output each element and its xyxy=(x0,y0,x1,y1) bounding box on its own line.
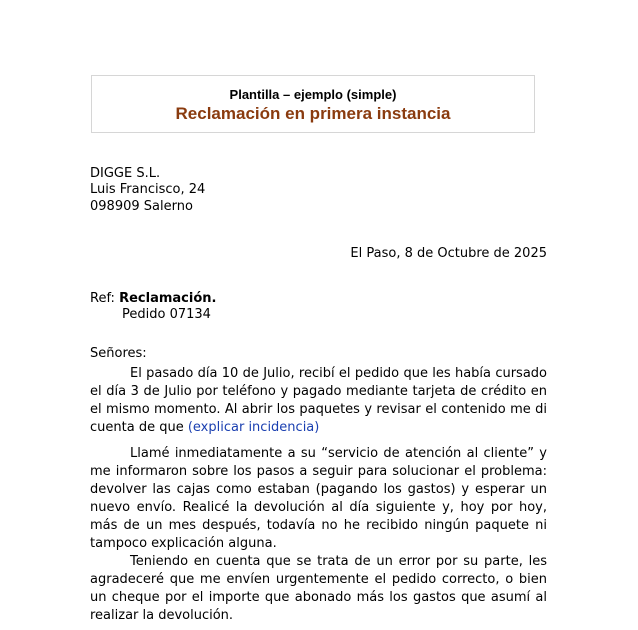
recipient-postal-city: 098909 Salerno xyxy=(90,199,193,214)
recipient-street: Luis Francisco, 24 xyxy=(90,182,206,197)
paragraph-1 xyxy=(90,365,547,437)
paragraph-2-text: Llamé inmediatamente a su “servicio de atención al cliente” y me informaron sobre los pasos a seguir para solucionar el problema: devolver las cajas como estaban (pagando los gastos) y esperar un nuevo envío. Realicé la devolución al día siguiente y, hoy por hoy, más de un mes después, todavía no he recibido ningún paquete ni tampoco explicación alguna. xyxy=(90,446,547,551)
reference-order: Pedido 07134 xyxy=(122,307,211,322)
reference-line xyxy=(90,291,216,307)
placeholder-explicar-incidencia: (explicar incidencia) xyxy=(187,420,320,435)
paragraph-3-text: Teniendo en cuenta que se trata de un error por su parte, les agradeceré que me envíen urgentemente el pedido correcto, o bien un cheque por el importe que abonado más los gastos que asumí al realizar la devolución. xyxy=(90,554,547,623)
paragraph-1-text: El pasado día 10 de Julio, recibí el pedido que les había cursado el día 3 de Julio por teléfono y pagado mediante tarjeta de crédito en el mismo momento. Al abrir los paquetes y revisar el contenido me di cuenta de que xyxy=(90,366,547,435)
template-subtitle: Plantilla – ejemplo (simple) xyxy=(229,87,397,102)
reference-label: Ref: xyxy=(90,291,115,306)
template-header-box xyxy=(91,75,535,133)
document-title: Reclamación en primera instancia xyxy=(175,104,451,123)
paragraph-2 xyxy=(90,445,547,553)
paragraph-3 xyxy=(90,553,547,625)
reference-subject: Reclamación. xyxy=(119,291,217,306)
recipient-company: DIGGE S.L. xyxy=(90,166,161,181)
greeting: Señores: xyxy=(90,346,147,361)
date-line: El Paso, 8 de Octubre de 2025 xyxy=(350,246,547,261)
